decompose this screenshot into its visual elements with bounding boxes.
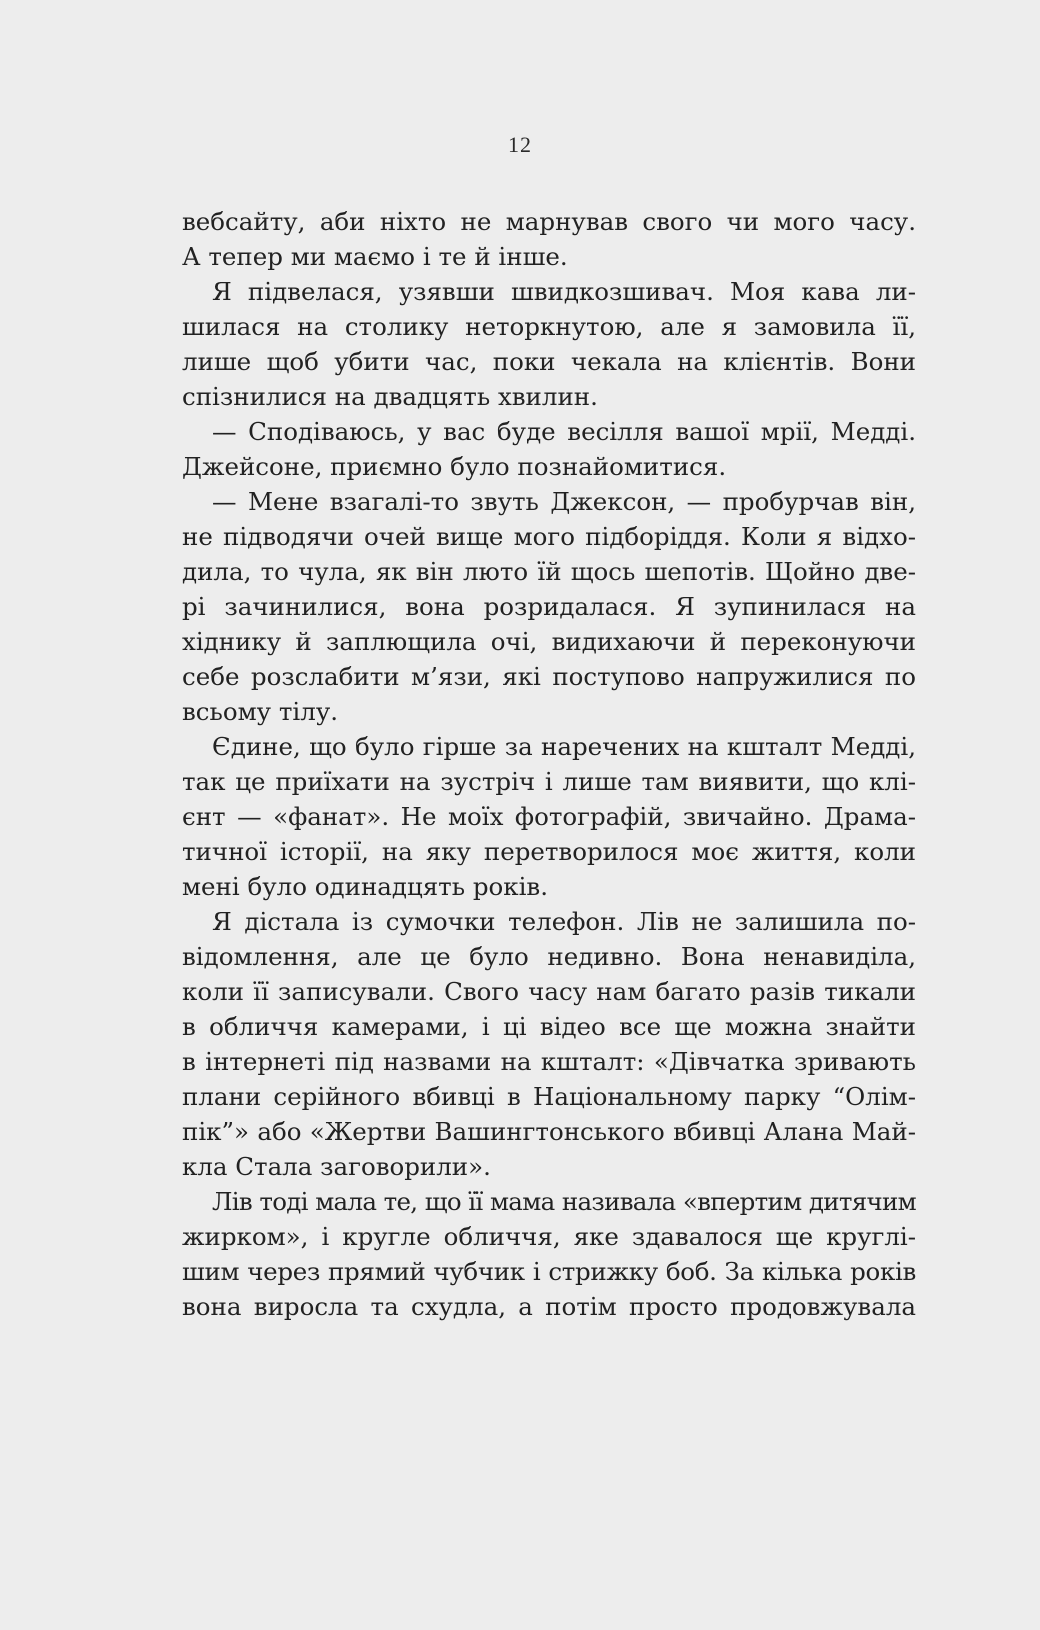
text-line: єнт — «фанат». Не моїх фотографій, звичайно. Драма- bbox=[182, 802, 916, 831]
text-line: А тепер ми маємо і те й інше. bbox=[182, 242, 568, 271]
text-line: коли її записували. Свого часу нам багато разів тикали bbox=[182, 977, 916, 1006]
text-line: відомлення, але це було недивно. Вона ненавиділа, bbox=[182, 942, 916, 971]
text-line: жирком», і кругле обличчя, яке здавалося ще круглі- bbox=[182, 1222, 916, 1251]
text-line: рі зачинилися, вона розридалася. Я зупинилася на bbox=[182, 592, 916, 621]
text-line: себе розслабити м’язи, які поступово напружилися по bbox=[182, 662, 916, 691]
page-number: 12 bbox=[508, 132, 532, 157]
text-line: шим через прямий чубчик і стрижку боб. За кілька років bbox=[182, 1257, 916, 1286]
text-line: в інтернеті під назвами на кшталт: «Дівчатка зривають bbox=[182, 1047, 916, 1076]
text-line: Лів тоді мала те, що її мама називала «впертим дитячим bbox=[212, 1187, 916, 1216]
text-line: всьому тілу. bbox=[182, 697, 339, 726]
text-line: лише щоб убити час, поки чекала на клієнтів. Вони bbox=[182, 347, 916, 376]
text-line: Єдине, що було гірше за наречених на кшталт Медді, bbox=[212, 732, 916, 761]
text-line: пік”» або «Жертви Вашингтонського вбивці Алана Май- bbox=[182, 1117, 916, 1146]
text-line: тичної історії, на яку перетворилося моє життя, коли bbox=[182, 837, 916, 866]
text-line: кла Стала заговорили». bbox=[182, 1152, 491, 1181]
text-line: плани серійного вбивці в Національному парку “Олім- bbox=[182, 1082, 916, 1111]
text-line: Я підвелася, узявши швидкозшивач. Моя кава ли- bbox=[212, 277, 916, 306]
text-line: — Мене взагалі-то звуть Джексон, — пробурчав він, bbox=[212, 487, 916, 516]
text-line: так це приїхати на зустріч і лише там виявити, що клі- bbox=[182, 767, 916, 796]
text-line: дила, то чула, як він люто їй щось шепотів. Щойно две- bbox=[182, 557, 916, 586]
text-line: мені було одинадцять років. bbox=[182, 872, 549, 901]
text-line: в обличчя камерами, і ці відео все ще можна знайти bbox=[182, 1012, 916, 1041]
text-line: вебсайту, аби ніхто не марнував свого чи мого часу. bbox=[182, 207, 916, 236]
text-line: шилася на столику неторкнутою, але я замовила її, bbox=[182, 312, 916, 341]
text-line: хіднику й заплющила очі, видихаючи й переконуючи bbox=[182, 627, 916, 656]
text-line: Джейсоне, приємно було познайомитися. bbox=[182, 452, 727, 481]
text-line: — Сподіваюсь, у вас буде весілля вашої мрії, Медді. bbox=[212, 417, 916, 446]
text-line: спізнилися на двадцять хвилин. bbox=[182, 382, 598, 411]
text-line: вона виросла та схудла, а потім просто продовжувала bbox=[182, 1292, 916, 1321]
body-text bbox=[182, 204, 916, 1324]
text-line: Я дістала із сумочки телефон. Лів не залишила по- bbox=[212, 907, 916, 936]
text-line: не підводячи очей вище мого підборіддя. Коли я відхо- bbox=[182, 522, 916, 551]
